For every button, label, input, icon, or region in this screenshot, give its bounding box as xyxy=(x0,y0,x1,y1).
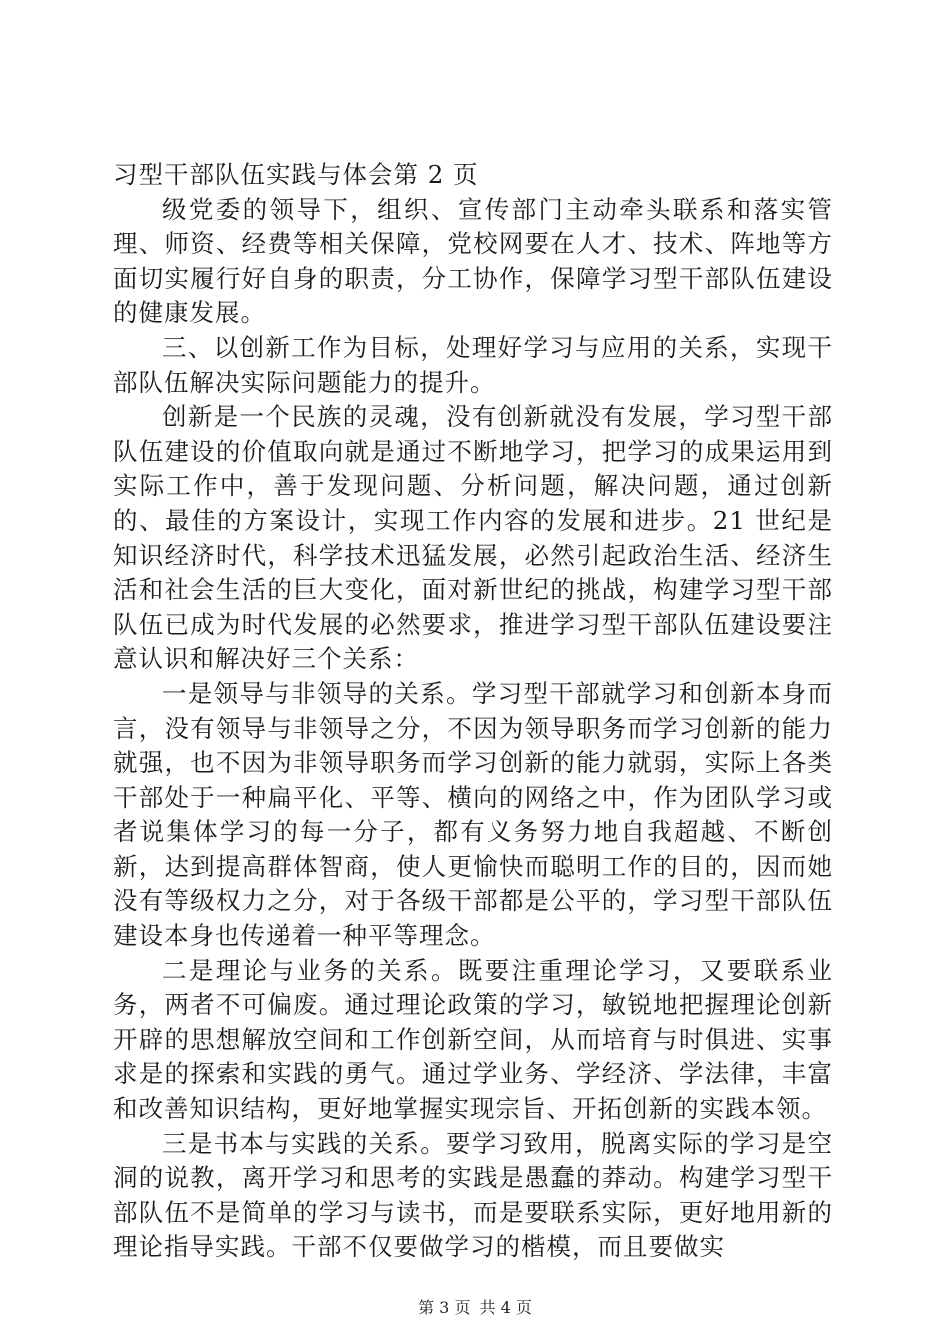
page-number: 第 3 页 xyxy=(418,1298,471,1317)
paragraph-6: 三是书本与实践的关系。要学习致用，脱离实际的学习是空洞的说教，离开学习和思考的实践是愚蠢的莽动。构建学习型干部队伍不是简单的学习与读书，而是要联系实际，更好地用新的理论指导实践。干部不仅要做学习的楷模，而且要做实 xyxy=(113,1128,833,1262)
total-pages: 共 4 页 xyxy=(479,1298,532,1317)
page-footer xyxy=(0,1298,950,1318)
paragraph-5: 二是理论与业务的关系。既要注重理论学习，又要联系业务，两者不可偏废。通过理论政策的学习，敏锐地把握理论创新开辟的思想解放空间和工作创新空间，从而培育与时俱进、实事求是的探索和实践的勇气。通过学业务、学经济、学法律，丰富和改善知识结构，更好地掌握实现宗旨、开拓创新的实践本领。 xyxy=(113,955,833,1124)
document-body xyxy=(113,158,833,1265)
paragraph-2-heading: 三、以创新工作为目标，处理好学习与应用的关系，实现干部队伍解决实际问题能力的提升。 xyxy=(113,332,833,397)
paragraph-3: 创新是一个民族的灵魂，没有创新就没有发展，学习型干部队伍建设的价值取向就是通过不断地学习，把学习的成果运用到实际工作中，善于发现问题、分析问题，解决问题，通过创新的、最佳的方案设计，实现工作内容的发展和进步。21 世纪是知识经济时代，科学技术迅猛发展，必然引起政治生活、经济生活和社会生活的巨大变化，面对新世纪的挑战，构建学习型干部队伍已成为时代发展的必然要求，推进学习型干部队伍建设要注意认识和解决好三个关系： xyxy=(113,402,833,674)
paragraph-1: 级党委的领导下，组织、宣传部门主动牵头联系和落实管理、师资、经费等相关保障，党校网要在人才、技术、阵地等方面切实履行好自身的职责，分工协作，保障学习型干部队伍建设的健康发展。 xyxy=(113,194,833,328)
paragraph-4: 一是领导与非领导的关系。学习型干部就学习和创新本身而言，没有领导与非领导之分，不因为领导职务而学习创新的能力就强，也不因为非领导职务而学习创新的能力就弱，实际上各类干部处于一种扁平化、平等、横向的网络之中，作为团队学习或者说集体学习的每一分子，都有义务努力地自我超越、不断创新，达到提高群体智商，使人更愉快而聪明工作的目的，因而她没有等级权力之分，对于各级干部都是公平的，学习型干部队伍建设本身也传递着一种平等理念。 xyxy=(113,678,833,951)
continuation-header: 习型干部队伍实践与体会第 2 页 xyxy=(113,160,479,189)
